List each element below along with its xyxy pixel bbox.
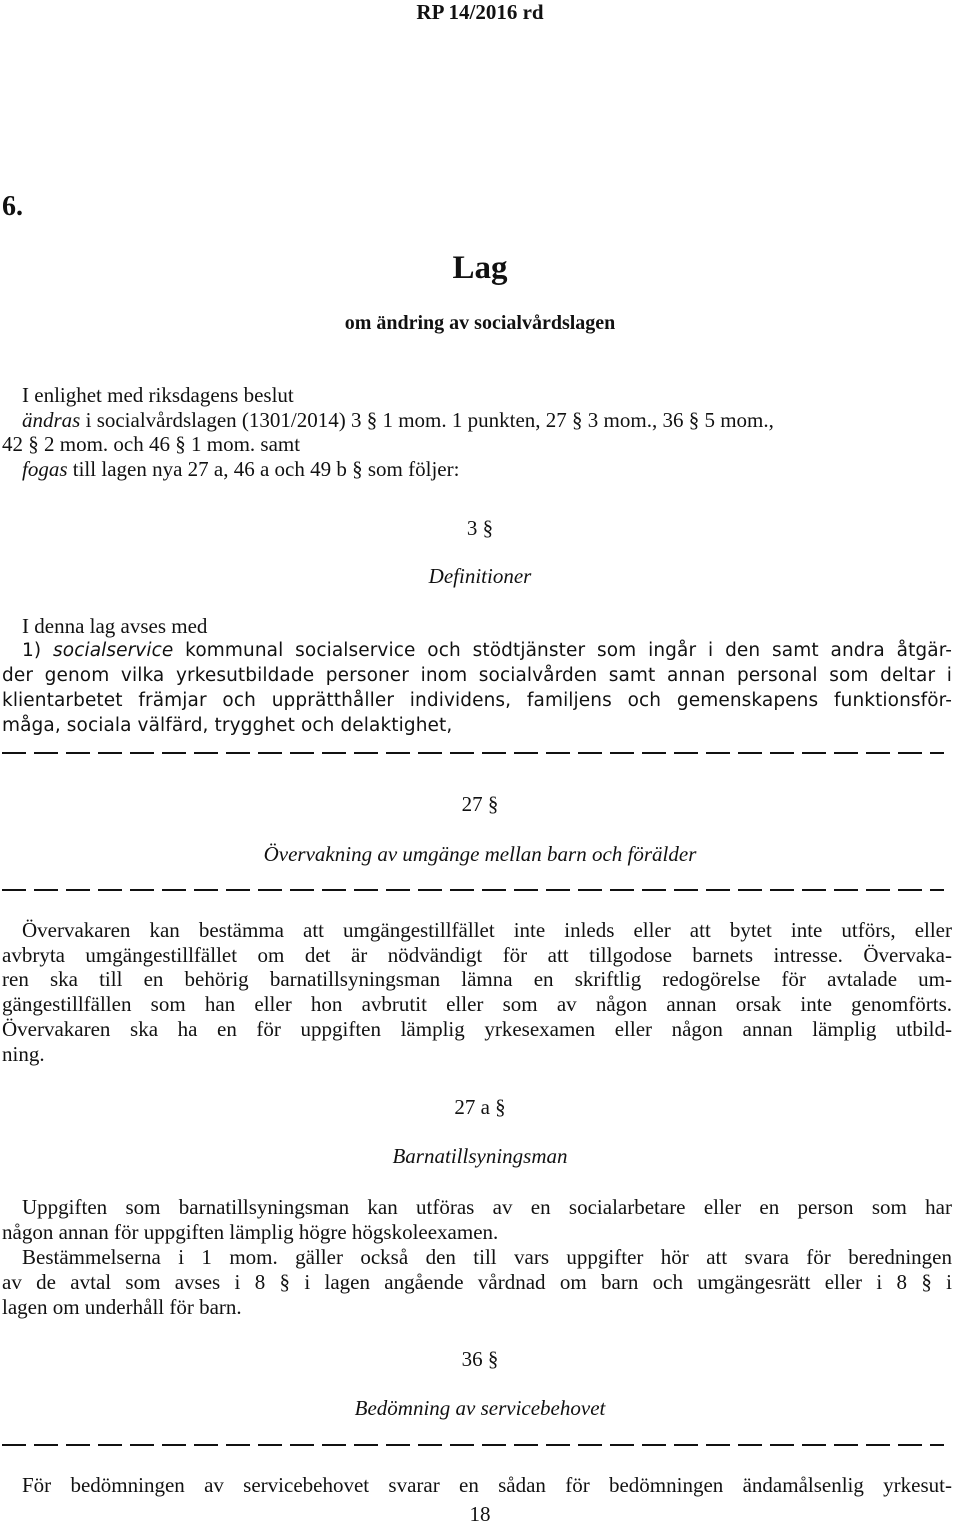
law-subtitle: om ändring av socialvårdslagen	[344, 312, 616, 334]
preamble-add-text: till lagen nya 27 a, 46 a och 49 b § som följer:	[67, 457, 460, 481]
paragraph-line: lagen om underhåll för barn.	[2, 1295, 242, 1319]
section-number: 3 §	[466, 516, 494, 540]
definition-term: socialservice	[53, 640, 174, 661]
paragraph-line: Övervakaren kan bestämma att umgängestillfället inte inleds eller att bytet inte utförs, eller	[22, 918, 952, 942]
definition-text: kommunal socialservice och stödtjänster som ingår i den samt andra åtgär-	[173, 640, 952, 661]
definition-line: måga, sociala välfärd, trygghet och delaktighet,	[2, 715, 453, 736]
section-heading: Bedömning av servicebehovet	[354, 1396, 606, 1420]
section-number: 27 §	[461, 792, 499, 816]
paragraph-line: Övervakaren ska ha en för uppgiften lämplig yrkesexamen eller någon annan lämplig utbild-	[2, 1017, 952, 1041]
paragraph-line: av de avtal som avses i 8 § i lagen angående vårdnad om barn och umgängesrätt eller i 8 § i	[2, 1270, 952, 1294]
law-number: 6.	[2, 191, 23, 222]
preamble-line-2	[22, 408, 960, 432]
preamble-add-keyword: fogas	[22, 457, 68, 481]
paragraph-line: Uppgiften som barnatillsyningsman kan utföras av en socialarbetare eller en person som har	[22, 1195, 952, 1219]
section-intro: I denna lag avses med	[22, 614, 208, 638]
preamble-line-3: 42 § 2 mom. och 46 § 1 mom. samt	[2, 432, 301, 456]
definition-item	[22, 639, 952, 663]
paragraph-line: någon annan för uppgiften lämplig högre högskoleexamen.	[2, 1220, 499, 1244]
preamble-line-4	[22, 457, 960, 481]
preamble-amend-text: i socialvårdslagen (1301/2014) 3 § 1 mom. 1 punkten, 27 § 3 mom., 36 § 5 mom.,	[80, 408, 774, 432]
running-header: RP 14/2016 rd	[416, 0, 544, 24]
paragraph-line: avbryta umgängestillfället om det är nödvändigt för att tillgodose barnets intresse. Övervaka-	[2, 943, 952, 967]
preamble-line-1: I enlighet med riksdagens beslut	[22, 383, 294, 407]
definition-line: klientarbetet främjar och upprätthåller individens, familjens och gemenskapens funktionsför-	[2, 690, 952, 711]
paragraph-line: Bestämmelserna i 1 mom. gäller också den till vars uppgifter hör att svara för beredningen	[22, 1245, 952, 1269]
omission-dash-rule	[2, 889, 944, 891]
page-number: 18	[469, 1502, 491, 1526]
section-number: 36 §	[461, 1347, 499, 1371]
paragraph-line: ren ska till en behörig barnatillsyningsman lämna en skriftlig redogörelse för avtalade um-	[2, 967, 952, 991]
omission-dash-rule	[2, 752, 944, 754]
section-number: 27 a §	[454, 1095, 506, 1119]
paragraph-line: För bedömningen av servicebehovet svarar en sådan för bedömningen ändamålsenlig yrkesut-	[22, 1473, 952, 1497]
paragraph-line: ning.	[2, 1042, 45, 1066]
section-heading: Definitioner	[428, 564, 532, 588]
omission-dash-rule	[2, 1444, 944, 1446]
paragraph-line: gängestillfällen som han eller hon avbrutit eller som av någon annan orsak inte genomförts.	[2, 992, 952, 1016]
section-heading: Barnatillsyningsman	[392, 1144, 568, 1168]
law-title: Lag	[452, 250, 508, 286]
definition-item-prefix: 1)	[22, 640, 54, 661]
definition-line: der genom vilka yrkesutbildade personer inom socialvården samt annan personal som deltar i	[2, 665, 952, 686]
section-heading: Övervakning av umgänge mellan barn och förälder	[263, 842, 697, 866]
preamble-amend-keyword: ändras	[22, 408, 81, 432]
